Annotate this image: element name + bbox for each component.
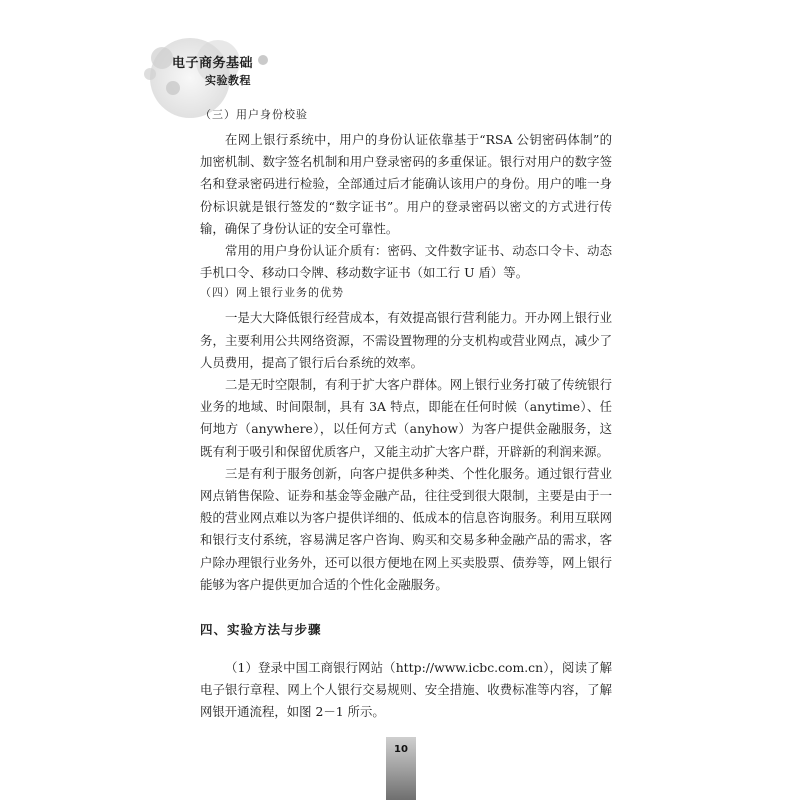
decor-circle-small: [151, 47, 173, 69]
paragraph: 三是有利于服务创新，向客户提供多种类、个性化服务。通过银行营业网点销售保险、证券和基金等金融产品，往往受到很大限制，主要是由于一般的营业网点难以为客户提供详细的、低成本的信息咨询服务。利用互联网和银行支付系统，容易满足客户咨询、购买和交易多种金融产品的需求，客户除办理银行业务外，还可以很方便地在网上买卖股票、债券等，网上银行能够为客户提供更加合适的个性化金融服务。: [200, 465, 612, 592]
page-content: [200, 106, 612, 724]
subheading-online-banking-advantages: （四）网上银行业务的优势: [200, 286, 344, 300]
decor-dot-1: [258, 55, 268, 65]
paragraph: 常用的用户身份认证介质有：密码、文件数字证书、动态口令卡、动态手机口令、移动口令牌、移动数字证书（如工行 U 盾）等。: [200, 243, 612, 281]
book-title: 电子商务基础: [172, 56, 254, 71]
paragraph: 一是大大降低银行经营成本，有效提高银行营利能力。开办网上银行业务，主要利用公共网络资源，不需设置物理的分支机构或营业网点，减少了人员费用，提高了银行后台系统的效率。: [200, 310, 612, 370]
decor-dot-3: [144, 68, 156, 80]
decor-dot-2: [166, 81, 180, 95]
paragraph: 二是无时空限制，有利于扩大客户群体。网上银行业务打破了传统银行业务的地域、时间限制，具有 3A 特点，即能在任何时候（anytime）、任何地方（anywhere），以任何方式（anyhow）为客户提供金融服务，这既有利于吸引和保留优质客户，又能主动扩大客户群，开辟新的利润来源。: [200, 377, 612, 459]
section-heading-methods: 四、实验方法与步骤: [200, 622, 322, 638]
book-subtitle: 实验教程: [205, 74, 251, 87]
page-number: 10: [394, 744, 408, 755]
paragraph: （1）登录中国工商银行网站（http://www.icbc.com.cn），阅读了解电子银行章程、网上个人银行交易规则、安全措施、收费标准等内容，了解网银开通流程，如图 2－1 所示。: [200, 660, 612, 720]
subheading-user-identity: （三）用户身份校验: [200, 108, 308, 121]
paragraph: 在网上银行系统中，用户的身份认证依靠基于“RSA 公钥密码体制”的加密机制、数字签名机制和用户登录密码的多重保证。银行对用户的数字签名和登录密码进行检验，全部通过后才能确认该用户的身份。用户的唯一身份标识就是银行签发的“数字证书”。用户的登录密码以密文的方式进行传输，确保了身份认证的安全可靠性。: [200, 132, 612, 236]
